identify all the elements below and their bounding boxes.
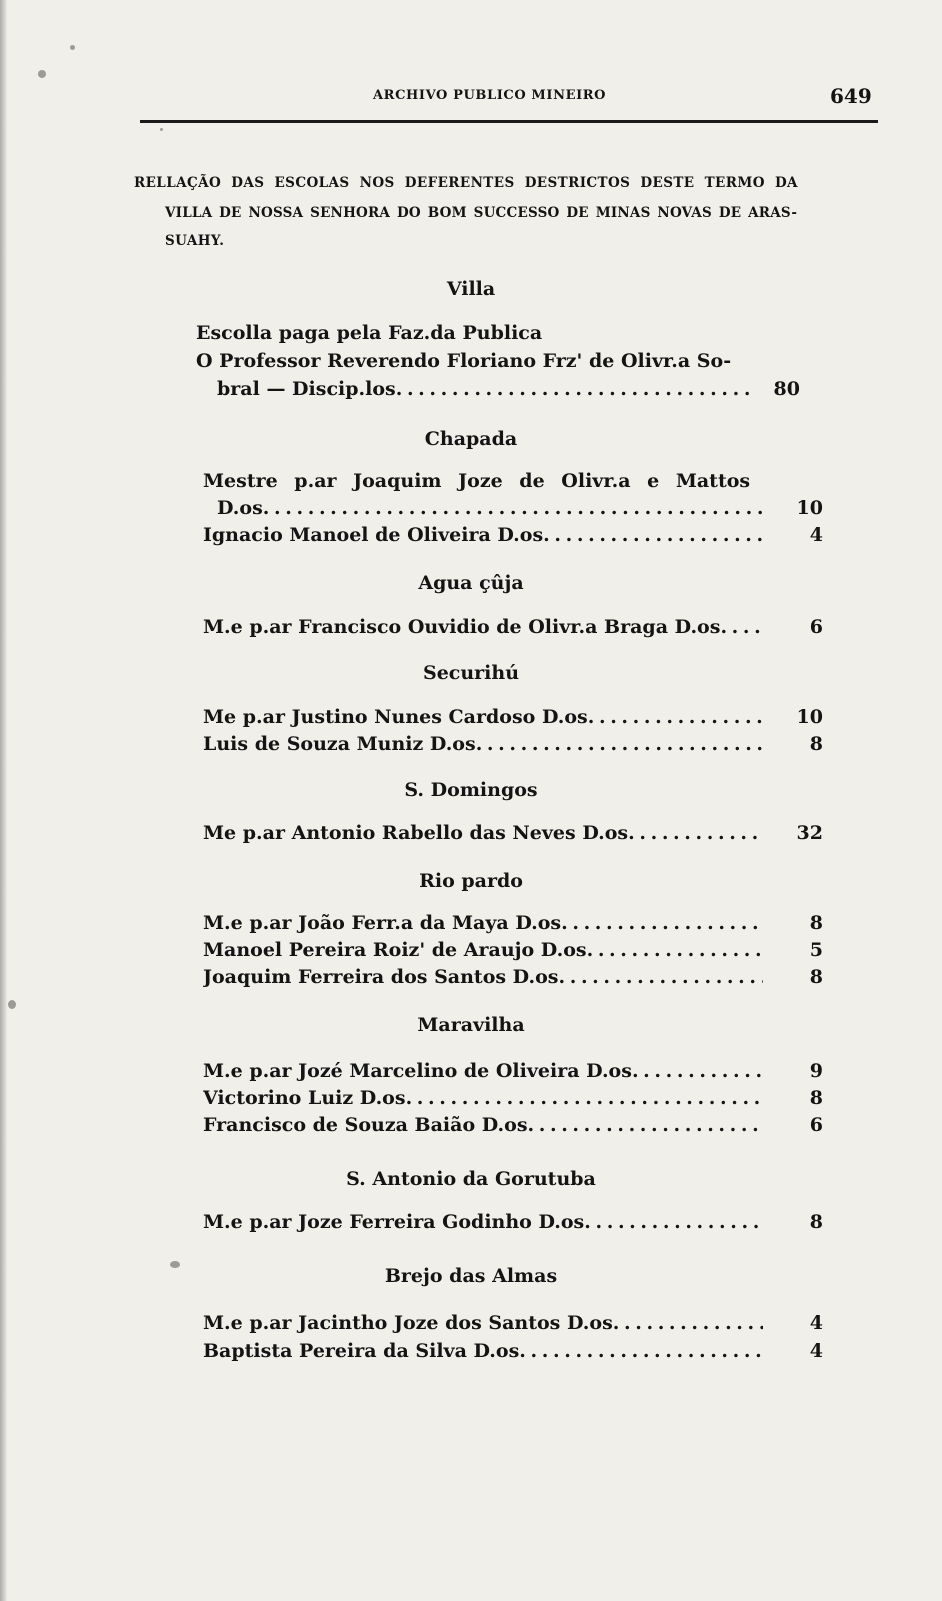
list-heading-line-2: VILLA DE NOSSA SENHORA DO BOM SUCCESSO DE MINAS NOVAS DE ARAS-	[165, 205, 798, 221]
print-speck	[38, 70, 46, 78]
district-heading: Brejo das Almas	[384, 1265, 558, 1287]
entry-text: Me p.ar Justino Nunes Cardoso D.os . . .	[203, 706, 763, 728]
entry-count: 8	[809, 912, 823, 934]
district-heading: S. Domingos	[404, 779, 538, 801]
entry-text: Luis de Souza Muniz D.os . . .	[203, 733, 763, 755]
entry-text: D.os . . .	[217, 497, 763, 519]
entry-line: O Professor Reverendo Floriano Frz' de Olivr.a So-	[196, 350, 732, 372]
entry-text: Me p.ar Antonio Rabello das Neves D.os . . .	[203, 822, 763, 844]
district-heading: Securihú	[422, 662, 520, 684]
district-heading: Agua çûja	[418, 572, 524, 594]
list-heading-line-3: SUAHY.	[165, 233, 225, 249]
entry-text: M.e p.ar Francisco Ouvidio de Olivr.a Braga D.os . . .	[203, 616, 763, 638]
list-heading-line-1: RELLAÇÃO DAS ESCOLAS NOS DEFERENTES DESTRICTOS DESTE TERMO DA	[134, 175, 798, 191]
entry-text: bral — Discip.los . . .	[217, 378, 755, 400]
district-heading: Chapada	[424, 428, 518, 450]
entry-count: 4	[809, 1340, 823, 1362]
page-number: 649	[830, 84, 872, 108]
entry-count: 4	[809, 524, 823, 546]
entry-count: 32	[796, 822, 823, 844]
entry-line: Mestre p.ar Joaquim Joze de Olivr.a e Mattos	[203, 470, 751, 492]
entry-count: 8	[809, 733, 823, 755]
district-heading: Villa	[446, 278, 496, 300]
entry-count: 4	[809, 1312, 823, 1334]
entry-count: 8	[809, 966, 823, 988]
entry-text: Joaquim Ferreira dos Santos D.os . . .	[203, 966, 763, 988]
entry-count: 6	[809, 616, 823, 638]
entry-count: 80	[773, 378, 800, 400]
district-heading: Maravilha	[417, 1014, 525, 1036]
entry-text: M.e p.ar Joze Ferreira Godinho D.os . . .	[203, 1211, 763, 1233]
entry-count: 8	[809, 1087, 823, 1109]
entry-count: 10	[796, 706, 823, 728]
district-heading: Rio pardo	[419, 870, 523, 892]
entry-count: 10	[796, 497, 823, 519]
funding-note: Escolla paga pela Faz.da Publica	[196, 322, 543, 344]
print-speck	[70, 45, 75, 50]
entry-text: Ignacio Manoel de Oliveira D.os . . .	[203, 524, 763, 546]
district-heading: S. Antonio da Gorutuba	[346, 1168, 596, 1190]
print-speck	[160, 128, 163, 131]
entry-count: 9	[809, 1060, 823, 1082]
entry-text: Manoel Pereira Roiz' de Araujo D.os . . .	[203, 939, 763, 961]
entry-count: 5	[809, 939, 823, 961]
entry-count: 8	[809, 1211, 823, 1233]
entry-text: Victorino Luiz D.os . . .	[203, 1087, 763, 1109]
entry-text: M.e p.ar João Ferr.a da Maya D.os . . .	[203, 912, 763, 934]
header-rule	[140, 120, 878, 123]
entry-text: M.e p.ar Jozé Marcelino de Oliveira D.os . . .	[203, 1060, 763, 1082]
entry-text: Baptista Pereira da Silva D.os . . .	[203, 1340, 763, 1362]
print-speck	[8, 1000, 16, 1009]
entry-count: 6	[809, 1114, 823, 1136]
entry-text: M.e p.ar Jacintho Joze dos Santos D.os . . .	[203, 1312, 763, 1334]
entry-text: Francisco de Souza Baião D.os . . .	[203, 1114, 763, 1136]
running-head: ARCHIVO PUBLICO MINEIRO	[373, 88, 607, 103]
